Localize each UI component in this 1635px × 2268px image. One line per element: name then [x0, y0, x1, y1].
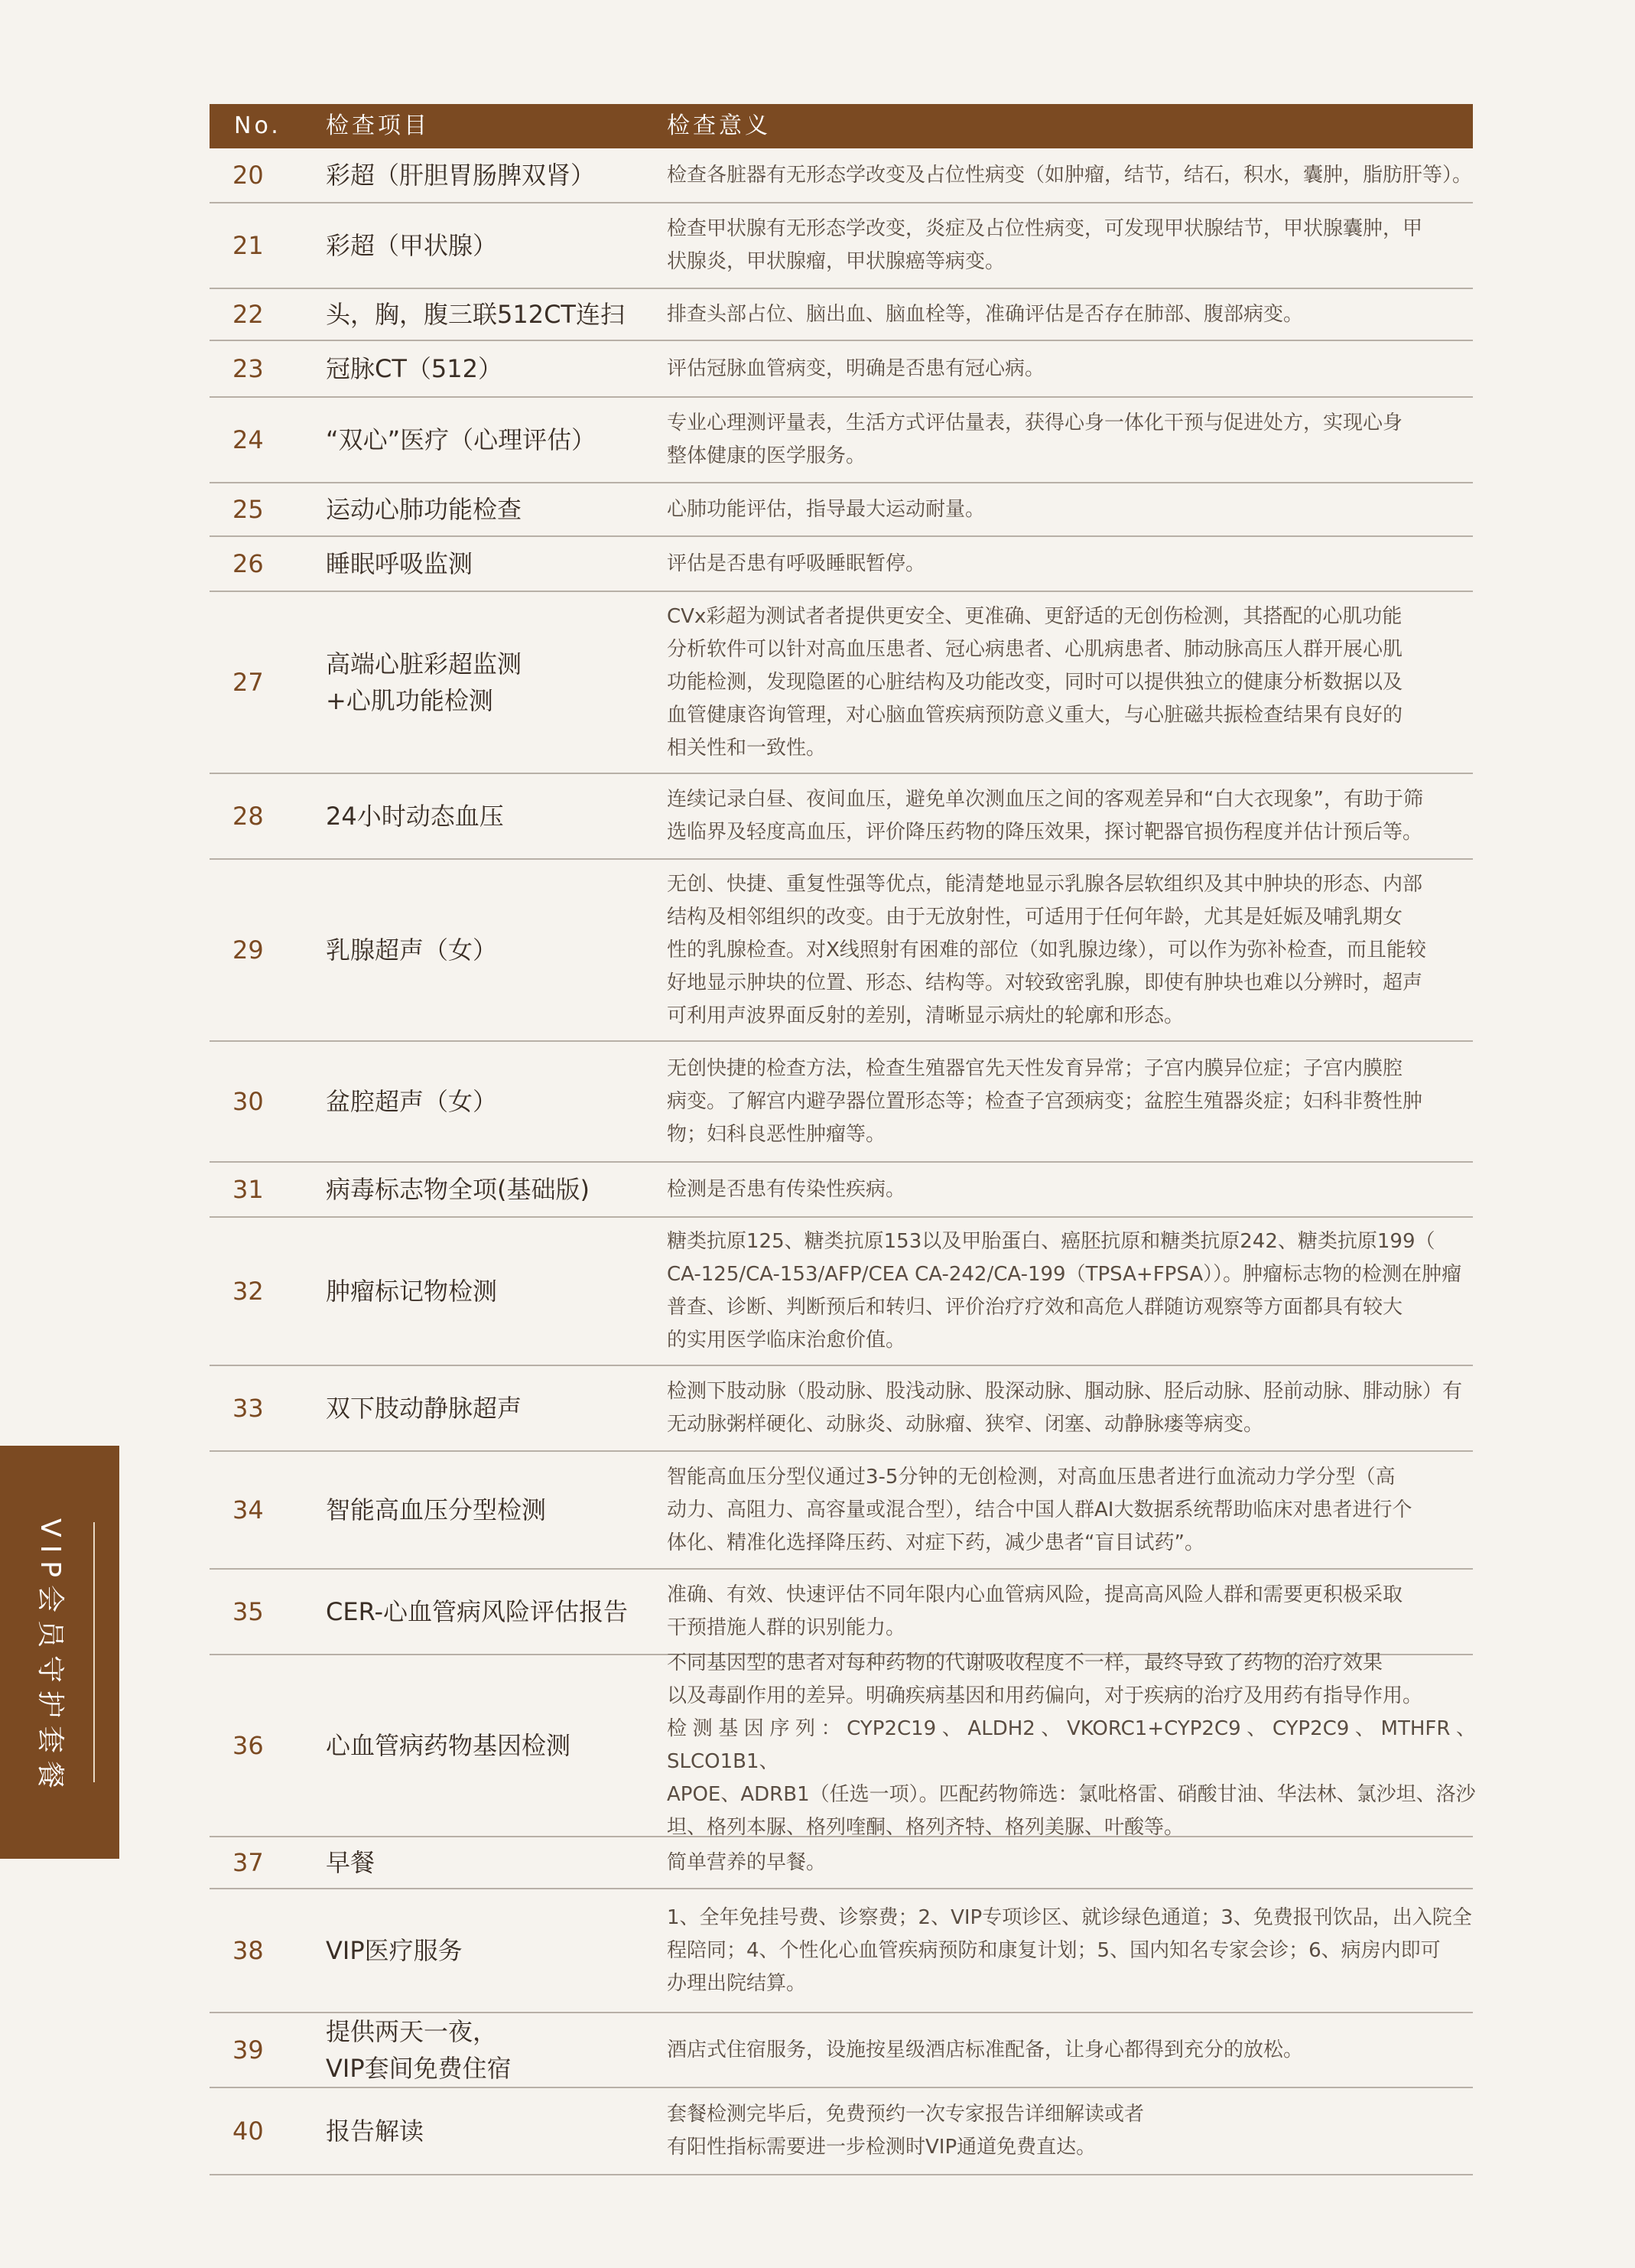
row-description: 专业心理测评量表，生活方式评估量表，获得心身一体化干预与促进处方，实现心身 整体健康的医学服务。 [667, 412, 1403, 467]
table-row [210, 1218, 1473, 1366]
row-item-name: 智能高血压分型检测 [326, 1495, 547, 1524]
table-header [210, 104, 1473, 148]
row-description: 排查头部占位、脑出血、脑血栓等，准确评估是否存在肺部、腹部病变。 [667, 302, 1304, 326]
row-item-name: CER-心血管病风险评估报告 [326, 1597, 629, 1626]
row-description: 无创、快捷、重复性强等优点，能清楚地显示乳腺各层软组织及其中肿块的形态、内部 结构及相邻组织的改变。由于无放射性，可适用于任何年龄，尤其是妊娠及哺乳期女 性的乳腺检查。对X线照射有困难的部位（如乳腺边缘），可以作为弥补检查，而且能较 好地显示肿块的位置、形态、结构等。对较致密乳腺，即使有肿块也难以分辨时，超声 可利用声波界面反射的差别，清晰显示病灶的轮廓和形态。 [667, 872, 1426, 1027]
row-number: 33 [232, 1394, 264, 1423]
table-row [210, 537, 1473, 592]
header-meaning: 检查意义 [667, 112, 771, 139]
table-row [210, 1837, 1473, 1889]
row-number: 28 [232, 802, 264, 831]
row-number: 32 [232, 1277, 264, 1306]
header-no: No. [234, 112, 281, 139]
row-number: 30 [232, 1087, 264, 1116]
row-description: 1、全年免挂号费、诊察费；2、VIP专项诊区、就诊绿色通道；3、免费报刊饮品，出入院全 程陪同；4、个性化心血管疾病预防和康复计划；5、国内知名专家会诊；6、病房内即可 办理出院结算。 [667, 1905, 1472, 1995]
row-description: 套餐检测完毕后，免费预约一次专家报告详细解读或者 有阳性指标需要进一步检测时VIP通道免费直达。 [667, 2103, 1145, 2159]
row-description: 简单营养的早餐。 [667, 1850, 827, 1874]
row-number: 39 [232, 2035, 264, 2065]
row-item-name: 心血管病药物基因检测 [326, 1731, 571, 1760]
row-item-name: 早餐 [326, 1848, 375, 1877]
row-description: 准确、有效、快速评估不同年限内心血管病风险，提高高风险人群和需要更积极采取 干预措施人群的识别能力。 [667, 1583, 1403, 1639]
row-number: 23 [232, 354, 264, 383]
row-item-name: 报告解读 [326, 2117, 424, 2146]
row-number: 40 [232, 2117, 264, 2146]
row-item-name: 肿瘤标记物检测 [326, 1277, 498, 1306]
row-description: 心肺功能评估，指导最大运动耐量。 [667, 497, 986, 521]
row-number: 36 [232, 1731, 264, 1760]
row-number: 20 [232, 161, 264, 190]
table-row [210, 1366, 1473, 1452]
row-description: 检测是否患有传染性疾病。 [667, 1177, 906, 1201]
row-item-name: 24小时动态血压 [326, 802, 504, 831]
table-body [210, 148, 1476, 2175]
row-description: 酒店式住宿服务，设施按星级酒店标准配备，让身心都得到充分的放松。 [667, 2038, 1304, 2061]
row-item-name: 盆腔超声（女） [326, 1087, 498, 1116]
row-number: 22 [232, 300, 264, 329]
side-tab-label: VIP会员守护套餐 [34, 1518, 66, 1796]
table-row [210, 860, 1473, 1042]
table-row [210, 289, 1473, 341]
row-number: 21 [232, 231, 264, 260]
table-row [210, 1651, 1476, 1839]
table-row [210, 2013, 1473, 2088]
row-item-name: VIP医疗服务 [326, 1936, 463, 1965]
row-description: 糖类抗原125、糖类抗原153以及甲胎蛋白、癌胚抗原和糖类抗原242、糖类抗原199（ CA-125/CA-153/AFP/CEA CA-242/CA-199（TPSA+FPSA））。肿瘤标志物的检测在肿瘤 普查、诊断、判断预后和转归、评价治疗疗效和高危人群随访观察等方面都具有较大 的实用医学临床治愈价值。 [667, 1230, 1462, 1352]
row-number: 34 [232, 1495, 264, 1524]
row-description: CVx彩超为测试者者提供更安全、更准确、更舒适的无创伤检测，其搭配的心肌功能 分析软件可以针对高血压患者、冠心病患者、心肌病患者、肺动脉高压人群开展心肌 功能检测，发现隐匿的心脏结构及功能改变，同时可以提供独立的健康分析数据以及 血管健康咨询管理，对心脑血管疾病预防意义重大，与心脏磁共振检查结果有良好的 相关性和一致性。 [667, 604, 1403, 760]
table-row [210, 483, 1473, 537]
row-description: 检查甲状腺有无形态学改变，炎症及占位性病变，可发现甲状腺结节，甲状腺囊肿，甲 状腺炎，甲状腺瘤，甲状腺癌等病变。 [667, 217, 1423, 273]
table-row [210, 398, 1473, 483]
table-row [210, 1570, 1473, 1655]
row-item-name: 冠脉CT（512） [326, 354, 502, 383]
row-description: 检测下肢动脉（股动脉、股浅动脉、股深动脉、腘动脉、胫后动脉、胫前动脉、腓动脉）有 无动脉粥样硬化、动脉炎、动脉瘤、狭窄、闭塞、动静脉瘘等病变。 [667, 1380, 1463, 1436]
row-description: 智能高血压分型仪通过3-5分钟的无创检测，对高血压患者进行血流动力学分型（高 动力、高阻力、高容量或混合型），结合中国人群AI大数据系统帮助临床对患者进行个 体化、精准化选择降压药、对症下药，减少患者“盲目试药”。 [667, 1465, 1412, 1554]
row-description: 评估是否患有呼吸睡眠暂停。 [667, 552, 926, 575]
row-number: 31 [232, 1175, 264, 1204]
row-item-name: 彩超（肝胆胃肠脾双肾） [326, 161, 596, 190]
table-row [210, 774, 1473, 860]
table-row [210, 1889, 1473, 2013]
row-item-name: 运动心肺功能检查 [326, 495, 522, 524]
side-tab-divider [93, 1522, 95, 1782]
row-number: 35 [232, 1597, 264, 1626]
table-row [210, 2088, 1473, 2175]
row-description: 评估冠脉血管病变，明确是否患有冠心病。 [667, 356, 1045, 380]
row-number: 38 [232, 1936, 264, 1965]
row-item-name: 睡眠呼吸监测 [326, 549, 473, 578]
table-row [210, 148, 1473, 203]
row-number: 24 [232, 425, 264, 454]
table-row [210, 1042, 1473, 1163]
row-number: 26 [232, 549, 264, 578]
table-row [210, 1452, 1473, 1570]
table-row [210, 203, 1473, 289]
table-row [210, 341, 1473, 398]
row-description: 无创快捷的检查方法，检查生殖器官先天性发育异常；子宫内膜异位症；子宫内膜腔 病变。了解宫内避孕器位置形态等；检查子宫颈病变；盆腔生殖器炎症；妇科非赘性肿 物；妇科良恶性肿瘤等。 [667, 1056, 1423, 1146]
row-item-name: 病毒标志物全项(基础版) [326, 1175, 590, 1204]
row-description: 不同基因型的患者对每种药物的代谢吸收程度不一样，最终导致了药物的治疗效果 以及毒副作用的差异。明确疾病基因和用药偏向，对于疾病的治疗及用药有指导作用。 检测基因序列：CYP2C19、ALDH2、VKORC1+CYP2C9、CYP2C9、MTHFR、SLCO1B1、 APOE、ADRB1（任选一项）。匹配药物筛选：氯吡格雷、硝酸甘油、华法林、氯沙坦、洛沙 坦、格列本脲、格列喹酮、格列齐特、格列美脲、叶酸等。 [667, 1651, 1476, 1839]
row-item-name: “双心”医疗（心理评估） [326, 425, 596, 454]
row-item-name: 双下肢动静脉超声 [326, 1394, 522, 1423]
row-item-name: 头，胸，腹三联512CT连扫 [326, 300, 625, 329]
row-item-name: 彩超（甲状腺） [326, 231, 498, 260]
row-item-name: 乳腺超声（女） [326, 936, 498, 965]
row-item-name: 高端心脏彩超监测 +心肌功能检测 [326, 649, 522, 715]
row-number: 37 [232, 1848, 264, 1877]
table-row [210, 592, 1473, 774]
row-description: 检查各脏器有无形态学改变及占位性病变（如肿瘤，结节，结石，积水，囊肿，脂肪肝等）。 [667, 163, 1473, 187]
row-number: 27 [232, 668, 264, 697]
row-number: 29 [232, 936, 264, 965]
header-item: 检查项目 [326, 112, 430, 139]
exam-items-table [210, 104, 1476, 2175]
row-number: 25 [232, 495, 264, 524]
row-description: 连续记录白昼、夜间血压，避免单次测血压之间的客观差异和“白大衣现象”，有助于筛 选临界及轻度高血压，评价降压药物的降压效果，探讨靶器官损伤程度并估计预后等。 [667, 788, 1423, 844]
table-row [210, 1163, 1473, 1218]
row-item-name: 提供两天一夜， VIP套间免费住宿 [326, 2017, 512, 2083]
